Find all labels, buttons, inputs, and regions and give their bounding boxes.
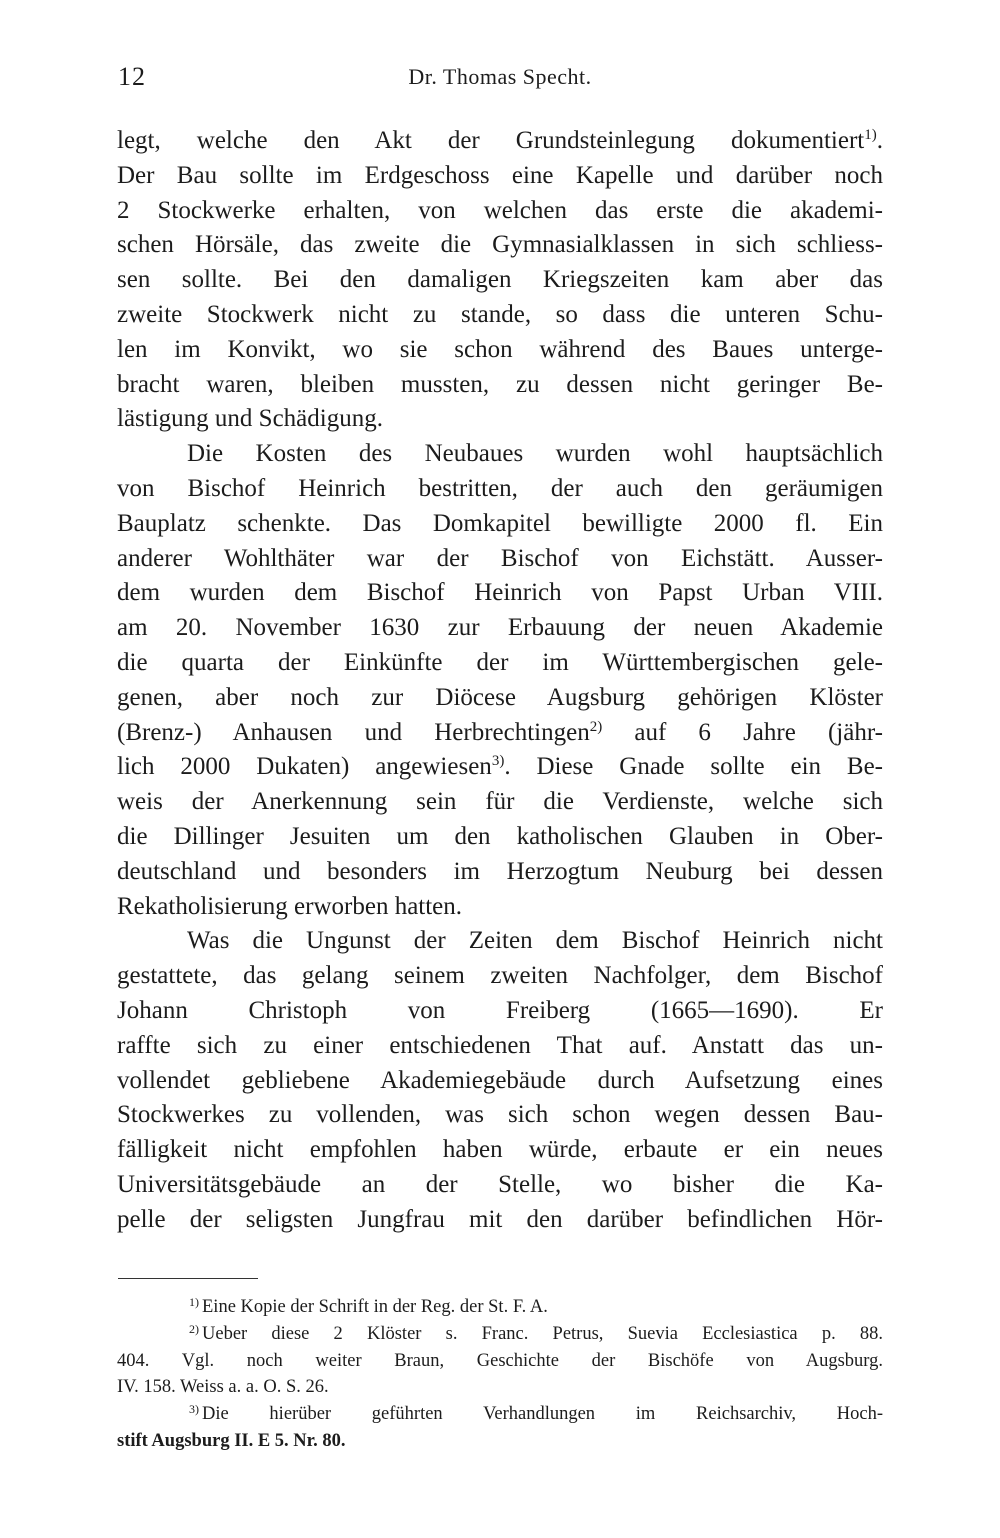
text-line: (Brenz-) Anhausen und Herbrechtingen$^{2)}$ auf 6 Jahre (jähr- (117, 718, 883, 746)
text-line: gestattete, das gelang seinem zweiten Nachfolger, dem Bischof (117, 962, 883, 990)
footnote-ref-3: 3) (491, 753, 505, 770)
footnote-2-line: IV. 158. Weiss a. a. O. S. 26. (117, 1377, 329, 1398)
text-line: vollendet gebliebene Akademiegebäude durch Aufsetzung eines (117, 1066, 883, 1094)
text-line: dem wurden dem Bischof Heinrich von Papst Urban VIII. (117, 579, 883, 607)
text-line: raffte sich zu einer entschiedenen That auf. Anstatt das un- (117, 1031, 883, 1059)
text-line: Johann Christoph von Freiberg (1665—1690). Er (117, 996, 883, 1024)
text-line: len im Konvikt, wo sie schon während des Baues unterge- (117, 335, 883, 363)
footnotes (117, 1294, 883, 1455)
text-line: deutschland und besonders im Herzogtum Neuburg bei dessen (117, 857, 883, 885)
text-line: Stockwerkes zu vollenden, was sich schon wegen dessen Bau- (117, 1101, 883, 1129)
footnote-3: $^{3)}$ Die hierüber geführten Verhandlungen im Reichsarchiv, Hoch- (189, 1402, 883, 1425)
footnote-3-line: stift Augsburg II. E 5. Nr. 80. (117, 1430, 346, 1451)
text-line: schen Hörsäle, das zweite die Gymnasialklassen in sich schliess- (117, 231, 883, 259)
text-line: weis der Anerkennung sein für die Verdienste, welche sich (117, 788, 883, 816)
page-number: 12 (118, 62, 146, 91)
text-line: von Bischof Heinrich bestritten, der auch den geräumigen (117, 474, 883, 502)
text-line: die Dillinger Jesuiten um den katholischen Glauben in Ober- (117, 822, 883, 850)
text-line: 2 Stockwerke erhalten, von welchen das erste die akademi- (117, 196, 883, 224)
text-line: Der Bau sollte im Erdgeschoss eine Kapelle und darüber noch (117, 161, 883, 189)
paragraph-start: Was die Ungunst der Zeiten dem Bischof Heinrich nicht (187, 927, 883, 955)
text-line: anderer Wohlthäter war der Bischof von Eichstätt. Ausser- (117, 544, 883, 572)
footnote-divider (118, 1278, 258, 1279)
text-line: Bauplatz schenkte. Das Domkapitel bewilligte 2000 fl. Ein (117, 509, 883, 537)
footnote-2: $^{2)}$ Ueber diese 2 Klöster s. Franc. Petrus, Suevia Ecclesiastica p. 88. (189, 1321, 883, 1344)
body-text (117, 124, 883, 1238)
text-line: legt, welche den Akt der Grundsteinlegung dokumentiert$^{1)}$. (117, 127, 883, 154)
footnote-2-line: 404. Vgl. noch weiter Braun, Geschichte der Bischöfe von Augsburg. (117, 1350, 883, 1371)
text-line: lich 2000 Dukaten) angewiesen$^{3)}$. Diese Gnade sollte ein Be- (117, 753, 884, 781)
text-line: Rekatholisierung erworben hatten. (117, 892, 463, 920)
footnote-ref-1: 1) (864, 127, 877, 143)
paragraph-start: Die Kosten des Neubaues wurden wohl hauptsächlich (187, 440, 883, 468)
text-line: lästigung und Schädigung. (117, 405, 383, 433)
text-line: die quarta der Einkünfte der im Württembergischen gele- (117, 648, 883, 676)
text-line: genen, aber noch zur Diöcese Augsburg gehörigen Klöster (117, 683, 883, 711)
text-line: fälligkeit nicht empfohlen haben würde, erbaute er ein neues (117, 1136, 883, 1164)
text-line: bracht waren, bleiben mussten, zu dessen nicht geringer Be- (117, 370, 883, 398)
text-line: zweite Stockwerk nicht zu stande, so dass die unteren Schu- (117, 300, 883, 328)
text-line: sen sollte. Bei den damaligen Kriegszeiten kam aber das (117, 266, 883, 294)
text-line: Universitätsgebäude an der Stelle, wo bisher die Ka- (117, 1170, 883, 1198)
running-head: Dr. Thomas Specht. (408, 64, 592, 89)
text-line: am 20. November 1630 zur Erbauung der neuen Akademie (117, 614, 883, 642)
footnote-1: $^{1)}$ Eine Kopie der Schrift in der Reg. der St. F. A. (189, 1295, 548, 1317)
footnote-ref-2: 2) (589, 718, 603, 735)
text-line: pelle der seligsten Jungfrau mit den darüber befindlichen Hör- (117, 1205, 883, 1233)
